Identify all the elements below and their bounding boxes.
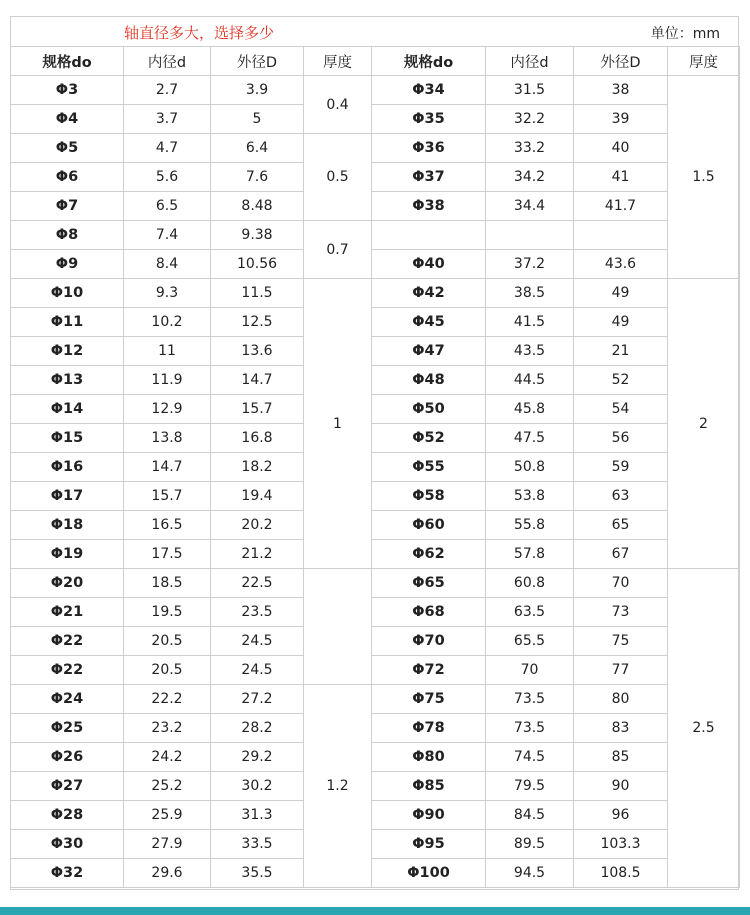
right-inner-cell: 38.5 — [486, 279, 574, 308]
left-outer-cell: 6.4 — [211, 134, 304, 163]
table-row — [11, 627, 740, 656]
left-outer-cell: 22.5 — [211, 569, 304, 598]
left-inner-cell: 2.7 — [124, 76, 211, 105]
left-inner-cell: 18.5 — [124, 569, 211, 598]
left-thickness-cell: 0.7 — [304, 221, 372, 279]
right-spec-cell: Φ72 — [372, 656, 486, 685]
left-inner-cell: 15.7 — [124, 482, 211, 511]
table-row — [11, 714, 740, 743]
left-inner-cell: 6.5 — [124, 192, 211, 221]
left-inner-cell: 12.9 — [124, 395, 211, 424]
right-spec-cell: Φ80 — [372, 743, 486, 772]
right-outer-cell: 63 — [574, 482, 668, 511]
right-spec-cell: Φ65 — [372, 569, 486, 598]
left-thickness-cell: 0.4 — [304, 76, 372, 134]
left-outer-cell: 35.5 — [211, 859, 304, 888]
right-inner-cell: 63.5 — [486, 598, 574, 627]
right-spec-cell: Φ47 — [372, 337, 486, 366]
left-spec-cell: Φ28 — [11, 801, 124, 830]
table-row — [11, 221, 740, 250]
right-inner-cell: 43.5 — [486, 337, 574, 366]
right-outer-cell: 54 — [574, 395, 668, 424]
left-inner-cell: 10.2 — [124, 308, 211, 337]
left-thickness-cell — [304, 569, 372, 685]
right-outer-cell: 96 — [574, 801, 668, 830]
table-row — [11, 540, 740, 569]
header-left-thickness: 厚度 — [304, 47, 372, 76]
right-inner-cell: 60.8 — [486, 569, 574, 598]
left-outer-cell: 29.2 — [211, 743, 304, 772]
left-outer-cell: 27.2 — [211, 685, 304, 714]
header-right-thickness: 厚度 — [668, 47, 740, 76]
right-spec-cell: Φ85 — [372, 772, 486, 801]
unit-label: 单位：mm — [650, 26, 720, 42]
table-row — [11, 105, 740, 134]
right-outer-cell: 80 — [574, 685, 668, 714]
right-thickness-cell: 2 — [668, 279, 740, 569]
left-thickness-cell: 1 — [304, 279, 372, 569]
left-inner-cell: 22.2 — [124, 685, 211, 714]
right-spec-cell: Φ55 — [372, 453, 486, 482]
left-inner-cell: 24.2 — [124, 743, 211, 772]
right-inner-cell: 55.8 — [486, 511, 574, 540]
right-inner-cell: 89.5 — [486, 830, 574, 859]
right-inner-cell: 45.8 — [486, 395, 574, 424]
right-outer-cell: 85 — [574, 743, 668, 772]
left-spec-cell: Φ16 — [11, 453, 124, 482]
right-inner-cell: 50.8 — [486, 453, 574, 482]
right-outer-cell: 108.5 — [574, 859, 668, 888]
left-outer-cell: 30.2 — [211, 772, 304, 801]
left-spec-cell: Φ26 — [11, 743, 124, 772]
right-outer-cell: 21 — [574, 337, 668, 366]
left-spec-cell: Φ20 — [11, 569, 124, 598]
right-inner-cell: 41.5 — [486, 308, 574, 337]
left-spec-cell: Φ25 — [11, 714, 124, 743]
table-row — [11, 453, 740, 482]
right-outer-cell: 59 — [574, 453, 668, 482]
left-inner-cell: 3.7 — [124, 105, 211, 134]
table-row — [11, 337, 740, 366]
left-spec-cell: Φ13 — [11, 366, 124, 395]
right-outer-cell: 83 — [574, 714, 668, 743]
size-table — [10, 46, 740, 888]
right-inner-cell: 74.5 — [486, 743, 574, 772]
bottom-accent-bar — [0, 907, 750, 915]
left-inner-cell: 17.5 — [124, 540, 211, 569]
left-outer-cell: 24.5 — [211, 627, 304, 656]
table-row — [11, 656, 740, 685]
table-row — [11, 163, 740, 192]
left-spec-cell: Φ7 — [11, 192, 124, 221]
left-inner-cell: 20.5 — [124, 656, 211, 685]
right-outer-cell: 103.3 — [574, 830, 668, 859]
left-outer-cell: 10.56 — [211, 250, 304, 279]
table-title: 轴直径多大，选择多少 — [124, 24, 275, 42]
spec-sheet — [10, 16, 739, 890]
right-thickness-cell: 1.5 — [668, 76, 740, 279]
table-row — [11, 76, 740, 105]
table-row — [11, 801, 740, 830]
left-inner-cell: 27.9 — [124, 830, 211, 859]
left-outer-cell: 18.2 — [211, 453, 304, 482]
left-outer-cell: 13.6 — [211, 337, 304, 366]
right-inner-cell: 73.5 — [486, 685, 574, 714]
left-outer-cell: 33.5 — [211, 830, 304, 859]
right-spec-cell: Φ42 — [372, 279, 486, 308]
left-spec-cell: Φ30 — [11, 830, 124, 859]
left-inner-cell: 19.5 — [124, 598, 211, 627]
left-outer-cell: 5 — [211, 105, 304, 134]
table-row — [11, 395, 740, 424]
left-spec-cell: Φ27 — [11, 772, 124, 801]
right-spec-cell: Φ58 — [372, 482, 486, 511]
right-inner-cell: 31.5 — [486, 76, 574, 105]
right-outer-cell: 49 — [574, 279, 668, 308]
left-inner-cell: 11 — [124, 337, 211, 366]
left-inner-cell: 11.9 — [124, 366, 211, 395]
table-row — [11, 598, 740, 627]
right-inner-cell: 73.5 — [486, 714, 574, 743]
left-inner-cell: 25.9 — [124, 801, 211, 830]
left-spec-cell: Φ6 — [11, 163, 124, 192]
right-outer-cell: 41.7 — [574, 192, 668, 221]
right-inner-cell: 34.4 — [486, 192, 574, 221]
right-outer-cell: 73 — [574, 598, 668, 627]
right-outer-cell: 67 — [574, 540, 668, 569]
right-inner-cell: 84.5 — [486, 801, 574, 830]
right-inner-cell: 37.2 — [486, 250, 574, 279]
right-spec-cell: Φ35 — [372, 105, 486, 134]
right-outer-cell: 40 — [574, 134, 668, 163]
right-spec-cell: Φ62 — [372, 540, 486, 569]
left-outer-cell: 12.5 — [211, 308, 304, 337]
right-spec-cell: Φ48 — [372, 366, 486, 395]
left-inner-cell: 20.5 — [124, 627, 211, 656]
right-spec-cell: Φ95 — [372, 830, 486, 859]
left-outer-cell: 14.7 — [211, 366, 304, 395]
right-inner-cell: 70 — [486, 656, 574, 685]
right-spec-cell: Φ37 — [372, 163, 486, 192]
left-inner-cell: 14.7 — [124, 453, 211, 482]
left-spec-cell: Φ32 — [11, 859, 124, 888]
right-spec-cell: Φ36 — [372, 134, 486, 163]
left-spec-cell: Φ24 — [11, 685, 124, 714]
table-row — [11, 308, 740, 337]
right-outer-cell: 52 — [574, 366, 668, 395]
header-right-inner: 内径d — [486, 47, 574, 76]
right-spec-cell: Φ78 — [372, 714, 486, 743]
left-outer-cell: 31.3 — [211, 801, 304, 830]
right-inner-cell: 47.5 — [486, 424, 574, 453]
left-spec-cell: Φ22 — [11, 627, 124, 656]
right-inner-cell: 57.8 — [486, 540, 574, 569]
left-outer-cell: 9.38 — [211, 221, 304, 250]
right-outer-cell: 65 — [574, 511, 668, 540]
left-spec-cell: Φ9 — [11, 250, 124, 279]
left-inner-cell: 8.4 — [124, 250, 211, 279]
left-spec-cell: Φ15 — [11, 424, 124, 453]
header-left-inner: 内径d — [124, 47, 211, 76]
left-outer-cell: 8.48 — [211, 192, 304, 221]
left-outer-cell: 7.6 — [211, 163, 304, 192]
right-outer-cell: 56 — [574, 424, 668, 453]
left-inner-cell: 4.7 — [124, 134, 211, 163]
left-spec-cell: Φ18 — [11, 511, 124, 540]
left-inner-cell: 13.8 — [124, 424, 211, 453]
table-row — [11, 511, 740, 540]
right-outer-cell: 38 — [574, 76, 668, 105]
left-spec-cell: Φ14 — [11, 395, 124, 424]
right-spec-cell: Φ75 — [372, 685, 486, 714]
right-spec-cell: Φ40 — [372, 250, 486, 279]
right-spec-cell: Φ60 — [372, 511, 486, 540]
left-outer-cell: 3.9 — [211, 76, 304, 105]
left-inner-cell: 7.4 — [124, 221, 211, 250]
right-spec-cell: Φ34 — [372, 76, 486, 105]
left-spec-cell: Φ4 — [11, 105, 124, 134]
left-inner-cell: 5.6 — [124, 163, 211, 192]
right-inner-cell — [486, 221, 574, 250]
right-outer-cell: 41 — [574, 163, 668, 192]
right-inner-cell: 53.8 — [486, 482, 574, 511]
right-outer-cell: 75 — [574, 627, 668, 656]
left-spec-cell: Φ3 — [11, 76, 124, 105]
table-row — [11, 772, 740, 801]
left-outer-cell: 28.2 — [211, 714, 304, 743]
right-spec-cell: Φ50 — [372, 395, 486, 424]
left-spec-cell: Φ19 — [11, 540, 124, 569]
left-thickness-cell: 0.5 — [304, 134, 372, 221]
left-spec-cell: Φ11 — [11, 308, 124, 337]
table-body — [11, 76, 740, 888]
right-outer-cell: 77 — [574, 656, 668, 685]
table-row — [11, 482, 740, 511]
right-outer-cell: 39 — [574, 105, 668, 134]
left-inner-cell: 29.6 — [124, 859, 211, 888]
right-outer-cell: 43.6 — [574, 250, 668, 279]
right-spec-cell: Φ90 — [372, 801, 486, 830]
right-spec-cell — [372, 221, 486, 250]
left-spec-cell: Φ21 — [11, 598, 124, 627]
left-outer-cell: 23.5 — [211, 598, 304, 627]
left-outer-cell: 15.7 — [211, 395, 304, 424]
left-outer-cell: 24.5 — [211, 656, 304, 685]
table-row — [11, 424, 740, 453]
header-left-outer: 外径D — [211, 47, 304, 76]
right-inner-cell: 33.2 — [486, 134, 574, 163]
right-spec-cell: Φ68 — [372, 598, 486, 627]
right-outer-cell: 49 — [574, 308, 668, 337]
left-outer-cell: 20.2 — [211, 511, 304, 540]
right-outer-cell — [574, 221, 668, 250]
title-bar — [11, 17, 738, 46]
left-outer-cell: 16.8 — [211, 424, 304, 453]
left-spec-cell: Φ22 — [11, 656, 124, 685]
right-inner-cell: 32.2 — [486, 105, 574, 134]
table-row — [11, 192, 740, 221]
table-row — [11, 250, 740, 279]
left-outer-cell: 19.4 — [211, 482, 304, 511]
table-row — [11, 569, 740, 598]
table-row — [11, 685, 740, 714]
left-outer-cell: 11.5 — [211, 279, 304, 308]
right-spec-cell: Φ100 — [372, 859, 486, 888]
header-right-spec: 规格do — [372, 47, 486, 76]
header-right-outer: 外径D — [574, 47, 668, 76]
left-spec-cell: Φ8 — [11, 221, 124, 250]
right-spec-cell: Φ70 — [372, 627, 486, 656]
right-spec-cell: Φ52 — [372, 424, 486, 453]
header-row — [11, 47, 740, 76]
left-inner-cell: 16.5 — [124, 511, 211, 540]
left-outer-cell: 21.2 — [211, 540, 304, 569]
header-left-spec: 规格do — [11, 47, 124, 76]
table-row — [11, 366, 740, 395]
right-inner-cell: 34.2 — [486, 163, 574, 192]
left-spec-cell: Φ17 — [11, 482, 124, 511]
table-row — [11, 859, 740, 888]
right-thickness-cell: 2.5 — [668, 569, 740, 888]
table-row — [11, 830, 740, 859]
right-inner-cell: 94.5 — [486, 859, 574, 888]
table-row — [11, 743, 740, 772]
right-inner-cell: 44.5 — [486, 366, 574, 395]
right-inner-cell: 65.5 — [486, 627, 574, 656]
left-inner-cell: 9.3 — [124, 279, 211, 308]
left-inner-cell: 25.2 — [124, 772, 211, 801]
right-inner-cell: 79.5 — [486, 772, 574, 801]
table-row — [11, 134, 740, 163]
table-row — [11, 279, 740, 308]
right-outer-cell: 90 — [574, 772, 668, 801]
right-spec-cell: Φ38 — [372, 192, 486, 221]
left-thickness-cell: 1.2 — [304, 685, 372, 888]
left-spec-cell: Φ5 — [11, 134, 124, 163]
right-outer-cell: 70 — [574, 569, 668, 598]
left-spec-cell: Φ12 — [11, 337, 124, 366]
left-spec-cell: Φ10 — [11, 279, 124, 308]
right-spec-cell: Φ45 — [372, 308, 486, 337]
left-inner-cell: 23.2 — [124, 714, 211, 743]
